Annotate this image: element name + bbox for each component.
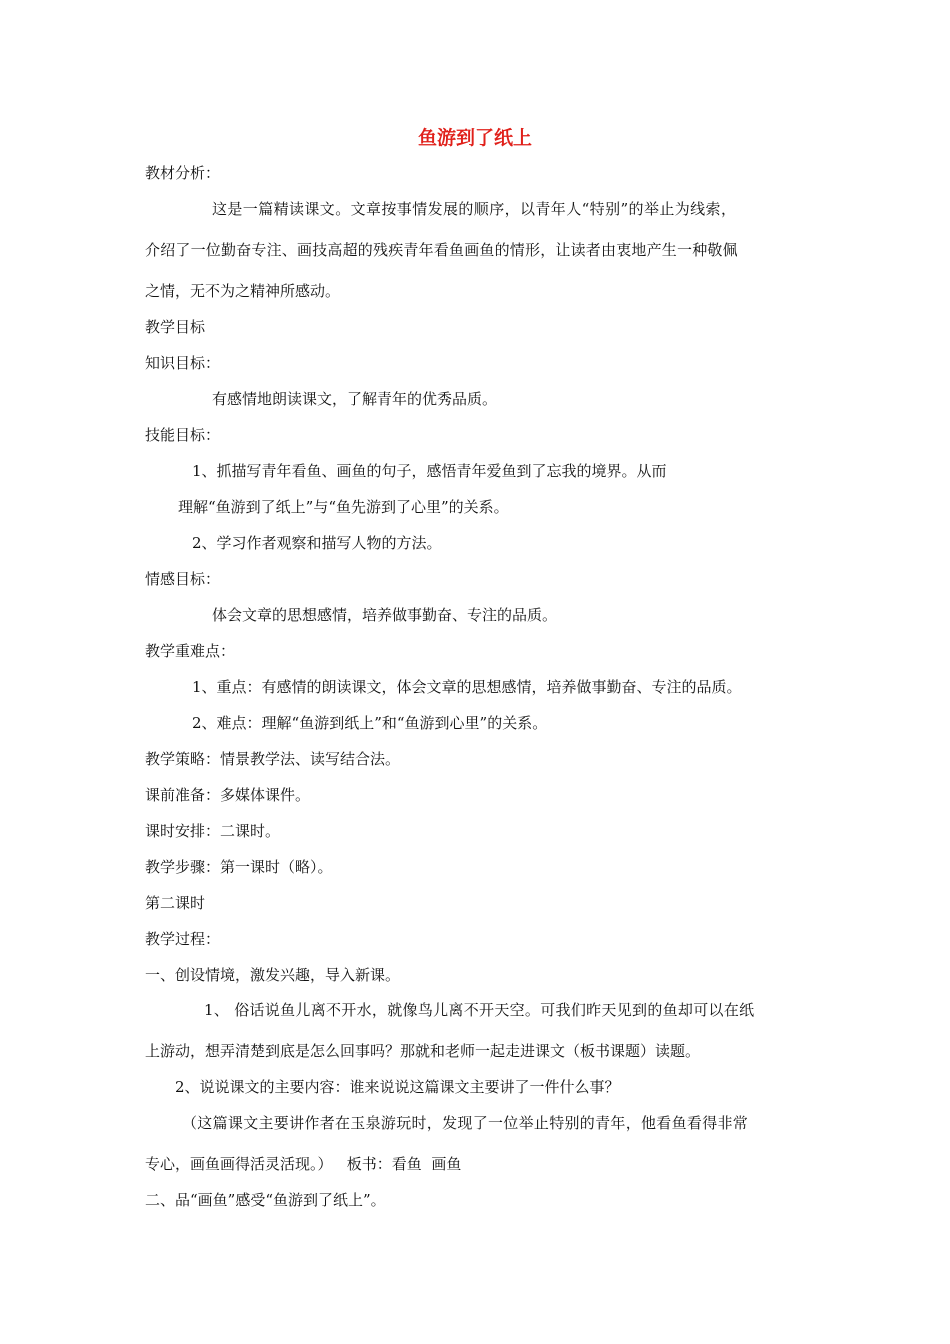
paragraph-line: 有感情地朗读课文，了解青年的优秀品质。: [212, 390, 498, 408]
paragraph-line: 之情，无不为之精神所感动。: [145, 282, 341, 300]
page-title: 鱼游到了纸上: [417, 127, 532, 149]
paragraph-line: （这篇课文主要讲作者在玉泉游玩时，发现了一位举止特别的青年，他看鱼看得非常: [182, 1114, 749, 1132]
section-heading-process: 教学过程：: [145, 930, 221, 948]
paragraph-line: 上游动，想弄清楚到底是怎么回事吗？那就和老师一起走进课文（板书课题）读题。: [145, 1042, 701, 1060]
paragraph-line: 专心，画鱼画得活灵活现。） 板书：看鱼 画鱼: [145, 1155, 462, 1173]
paragraph-line: 这是一篇精读课文。文章按事情发展的顺序，以青年人“特别”的举止为线索，: [212, 200, 737, 218]
info-line-preparation: 课前准备：多媒体课件。: [145, 786, 311, 804]
list-item: 2、难点：理解“鱼游到纸上”和“鱼游到心里”的关系。: [192, 714, 548, 732]
info-line-strategy: 教学策略：情景教学法、读写结合法。: [145, 750, 401, 768]
process-step-heading: 二、品“画鱼”感受“鱼游到了纸上”。: [145, 1191, 386, 1209]
list-item: 1、重点：有感情的朗读课文，体会文章的思想感情，培养做事勤奋、专注的品质。: [192, 678, 742, 696]
section-heading-key-points: 教学重难点：: [145, 642, 236, 660]
paragraph-line: 1、 俗话说鱼儿离不开水，就像鸟儿离不开天空。可我们昨天见到的鱼却可以在纸: [204, 1001, 755, 1019]
subheading-skill-goals: 技能目标：: [145, 426, 221, 444]
subheading-second-lesson: 第二课时: [145, 894, 206, 912]
paragraph-line: 介绍了一位勤奋专注、画技高超的残疾青年看鱼画鱼的情形，让读者由衷地产生一种敬佩: [145, 241, 738, 259]
subheading-emotion-goals: 情感目标：: [145, 570, 221, 588]
section-heading-teaching-goals: 教学目标: [145, 318, 206, 336]
list-item: 1、抓描写青年看鱼、画鱼的句子，感悟青年爱鱼到了忘我的境界。从而: [192, 462, 667, 480]
section-heading-material-analysis: 教材分析：: [145, 164, 221, 182]
list-item-continuation: 理解“鱼游到了纸上”与“鱼先游到了心里”的关系。: [178, 498, 509, 516]
info-line-steps: 教学步骤：第一课时（略）。: [145, 858, 333, 876]
process-step-heading: 一、创设情境，激发兴趣，导入新课。: [145, 966, 401, 984]
list-item: 2、学习作者观察和描写人物的方法。: [192, 534, 442, 552]
subheading-knowledge-goals: 知识目标：: [145, 354, 221, 372]
info-line-schedule: 课时安排：二课时。: [145, 822, 281, 840]
paragraph-line: 2、说说课文的主要内容：谁来说说这篇课文主要讲了一件什么事？: [175, 1078, 620, 1096]
paragraph-line: 体会文章的思想感情，培养做事勤奋、专注的品质。: [212, 606, 558, 624]
